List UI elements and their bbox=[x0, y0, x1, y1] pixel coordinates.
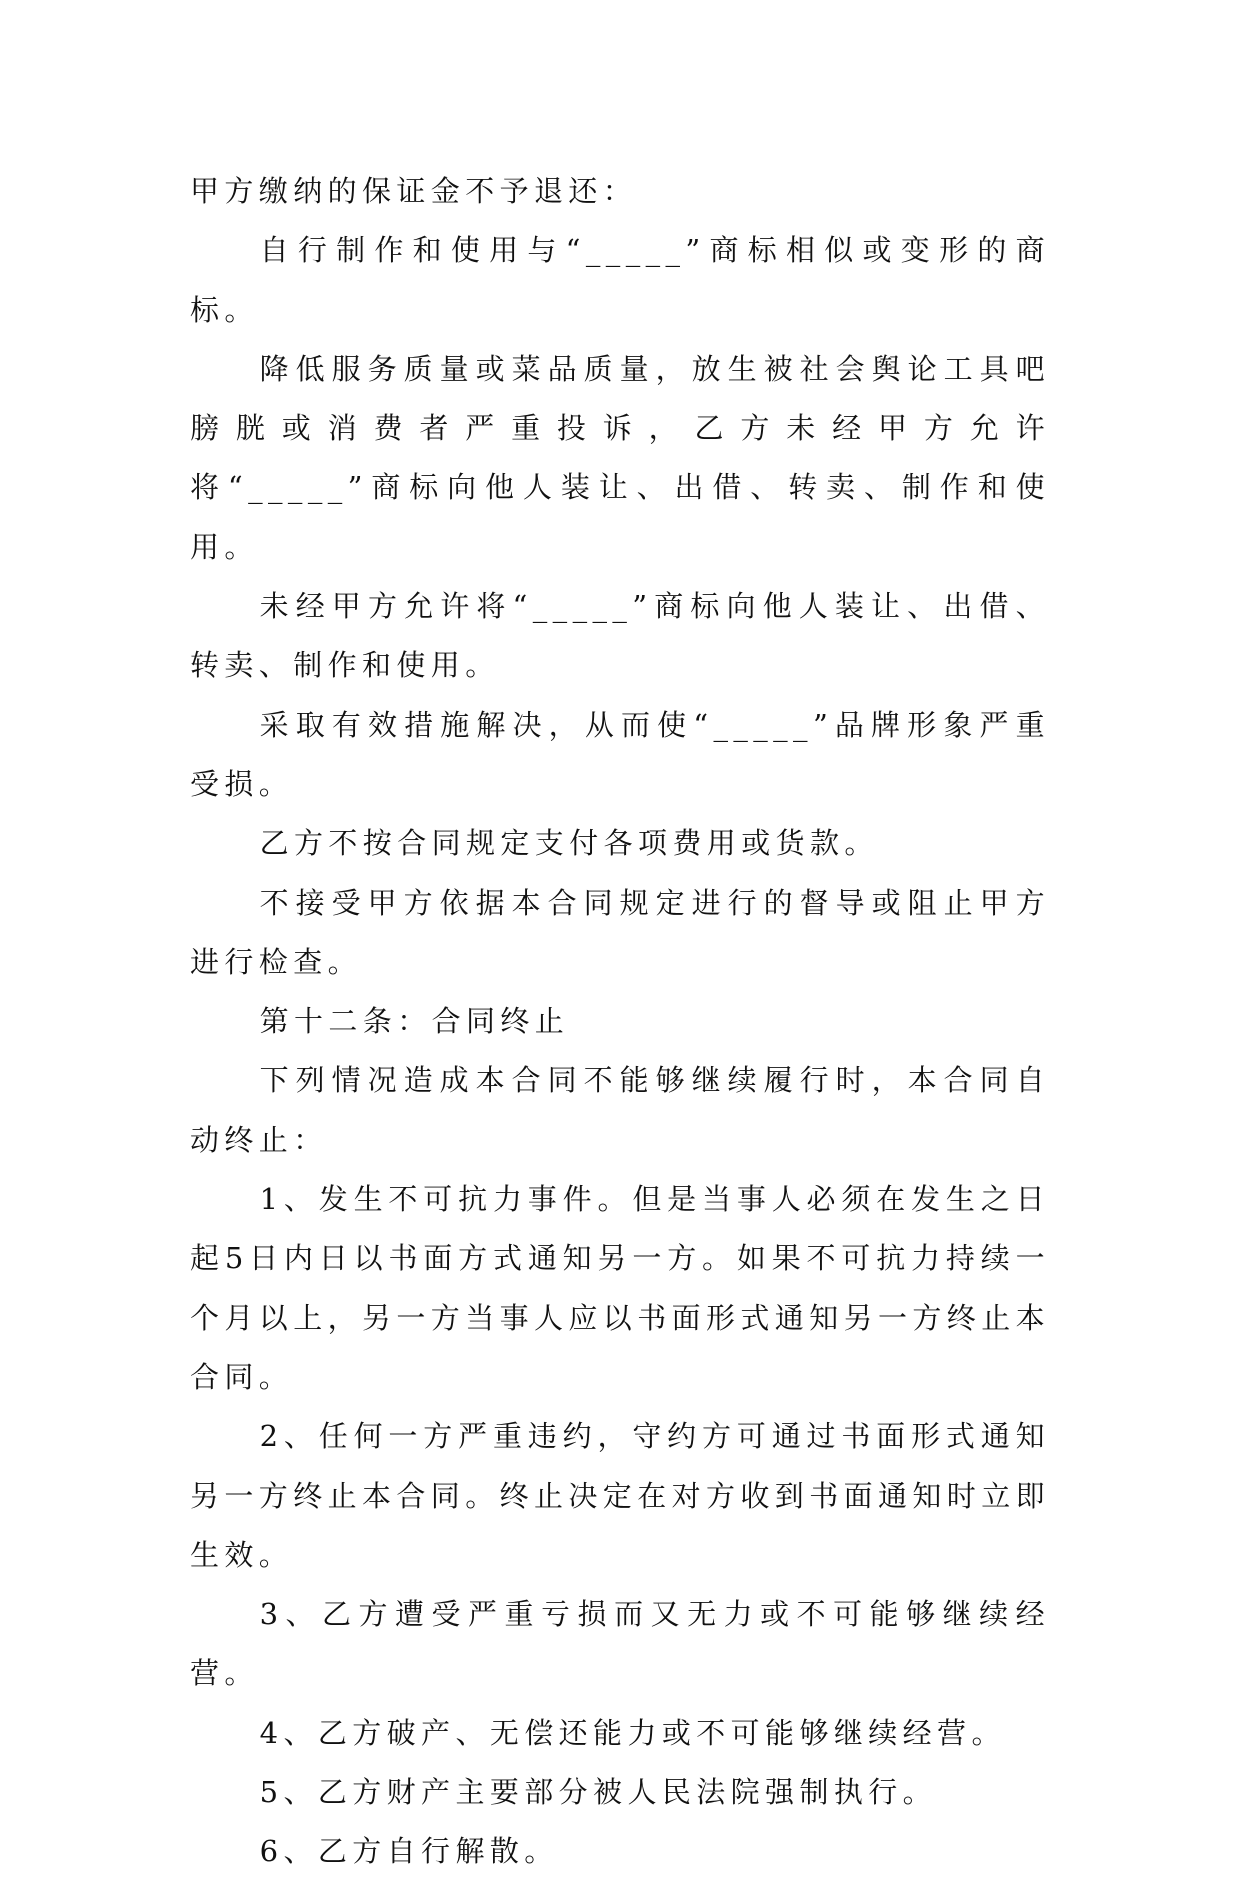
paragraph-deposit-intro: 甲方缴纳的保证金不予退还： bbox=[190, 174, 638, 208]
list-item-breach: 2、任何一方严重违约，守约方可通过书面形式通知另一方终止本合同。终止决定在对方收到书面通知时立即生效。 bbox=[190, 1419, 1051, 1572]
list-item-force-majeure: 1、发生不可抗力事件。但是当事人必须在发生之日起5日内日以书面方式通知另一方。如果不可抗力持续一个月以上，另一方当事人应以书面形式通知另一方终止本合同。 bbox=[190, 1182, 1051, 1394]
section-heading-termination: 第十二条：合同终止 bbox=[259, 1004, 570, 1039]
paragraph-service-quality: 降低服务质量或菜品质量，放生被社会舆论工具吧膀胱或消费者严重投诉，乙方未经甲方允许将“_____”商标向他人装让、出借、转卖、制作和使用。 bbox=[190, 351, 1050, 564]
paragraph-unpaid-fees: 乙方不按合同规定支付各项费用或货款。 bbox=[259, 826, 879, 861]
paragraph-brand-damage: 采取有效措施解决，从而使“_____”品牌形象严重受损。 bbox=[190, 707, 1050, 801]
paragraph-unauthorized-transfer: 未经甲方允许将“_____”商标向他人装让、出借、转卖、制作和使用。 bbox=[190, 589, 1050, 683]
paragraph-termination-intro: 下列情况造成本合同不能够继续履行时，本合同自动终止： bbox=[190, 1063, 1050, 1157]
list-item-dissolution: 6、乙方自行解散。 bbox=[259, 1834, 559, 1869]
list-item-bankruptcy: 4、乙方破产、无偿还能力或不可能够继续经营。 bbox=[259, 1715, 1006, 1750]
paragraph-similar-trademark: 自行制作和使用与“_____”商标相似或变形的商标。 bbox=[190, 233, 1050, 327]
list-item-enforcement: 5、乙方财产主要部分被人民法院强制执行。 bbox=[259, 1775, 938, 1810]
paragraph-refuse-inspection: 不接受甲方依据本合同规定进行的督导或阻止甲方进行检查。 bbox=[190, 885, 1050, 979]
document-body bbox=[190, 162, 1050, 1882]
list-item-losses: 3、乙方遭受严重亏损而又无力或不可能够继续经营。 bbox=[190, 1597, 1050, 1691]
